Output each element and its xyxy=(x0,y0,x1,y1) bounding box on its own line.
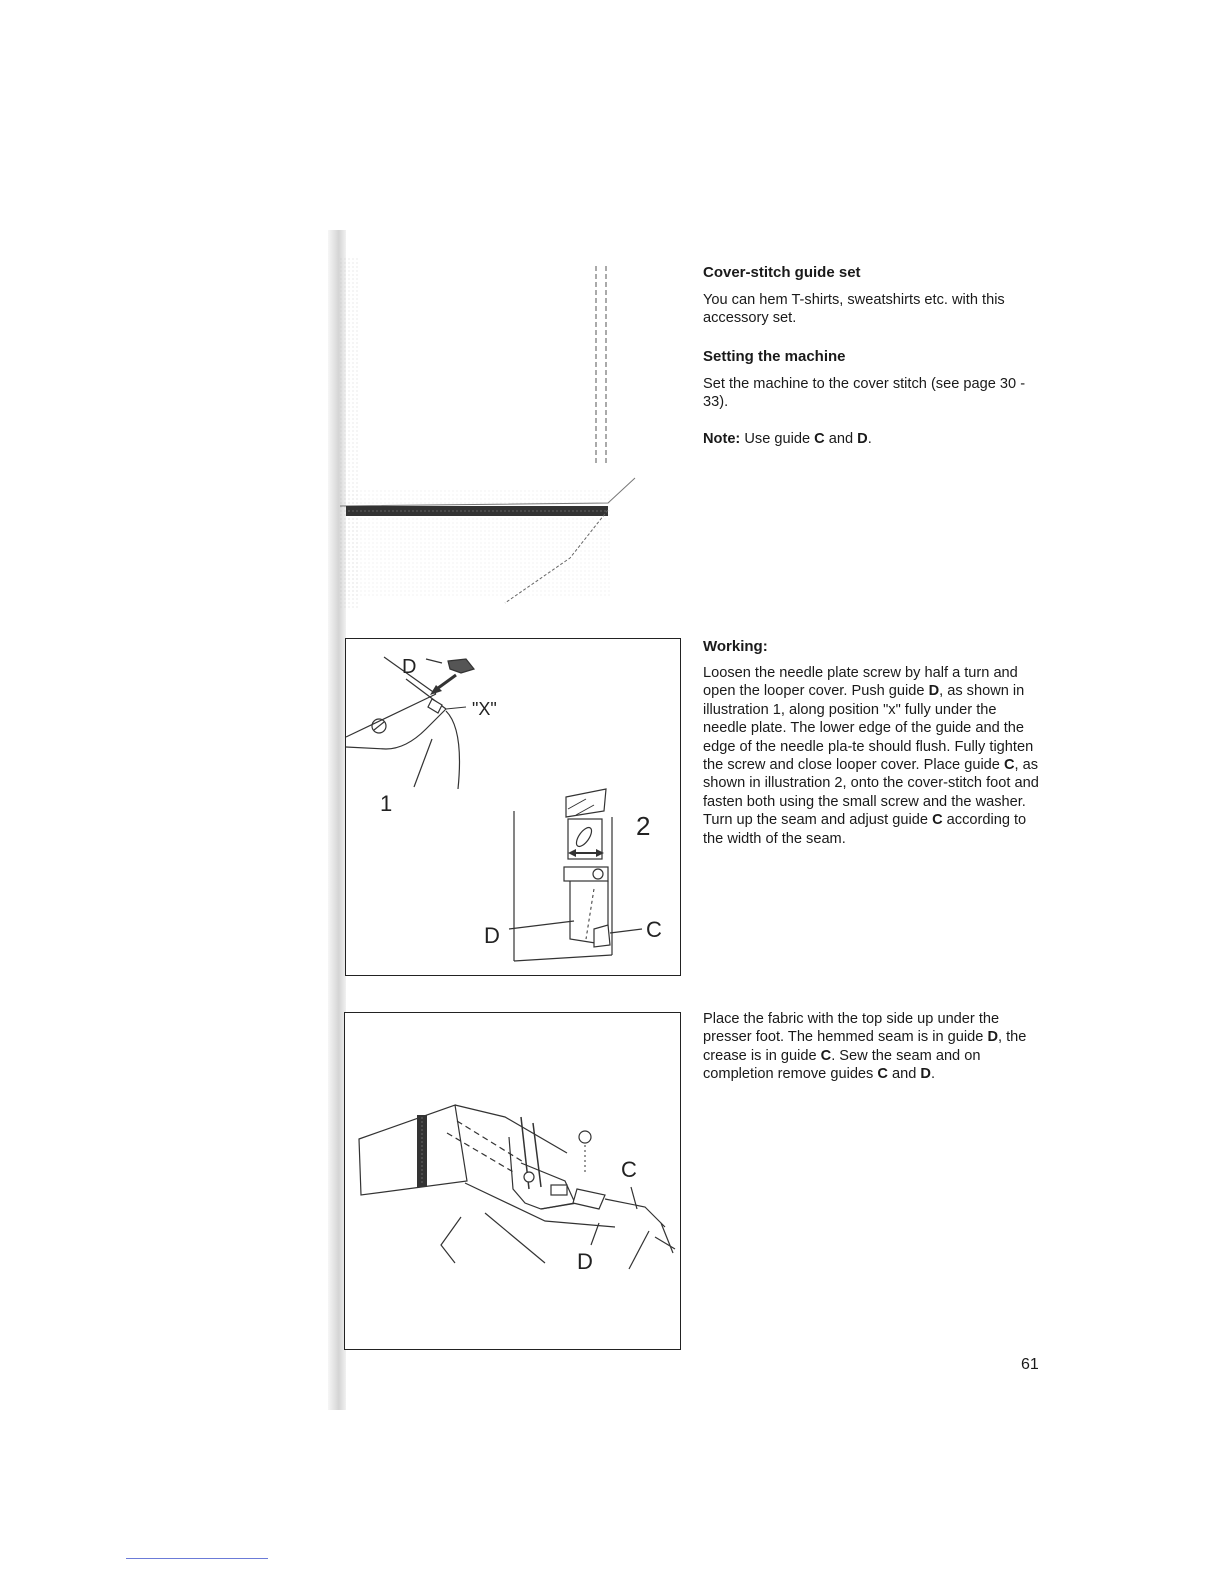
note-text-2: and xyxy=(824,431,858,447)
section-cover-stitch-guide xyxy=(703,264,1043,328)
page-number: 61 xyxy=(1021,1356,1039,1373)
fabric-feeding-figure xyxy=(344,1012,681,1350)
label-d-top: D xyxy=(402,656,417,678)
note-guide-d: D xyxy=(857,431,868,447)
label-d-bottom: D xyxy=(484,923,500,948)
setting-machine-text: Set the machine to the cover stitch (see page 30 - 33). xyxy=(703,376,1026,411)
note-paragraph xyxy=(703,430,1043,448)
section-working xyxy=(703,638,1039,848)
section-setting-machine xyxy=(703,348,1043,412)
note-text-3: . xyxy=(867,431,872,447)
note-guide-c: C xyxy=(814,431,825,447)
note-label: Note: xyxy=(703,431,741,447)
bottom-rule xyxy=(126,1558,268,1559)
note-text-1: Use guide xyxy=(740,431,815,447)
label-illustration-1: 1 xyxy=(380,791,393,816)
label-illustration-2: 2 xyxy=(636,811,651,841)
placing-text: Place the fabric with the top side up under the presser foot. The hemmed seam is in guide D, the crease is in guide C. Sew the seam and on completion remove guides C and D. xyxy=(703,1011,1027,1083)
working-heading: Working: xyxy=(703,638,768,655)
working-text: Loosen the needle plate screw by half a turn and open the looper cover. Push guide D, as shown in illustration 1, along position "x" fully under the needle plate. The lower edge of the guide and the edge of the needle pla-te should flush. Fully tighten the screw and close looper cover. Place guide C, as shown in illustration 2, onto the cover-stitch foot and fasten both using the small screw and the washer. Turn up the seam and adjust guide C according to the width of the seam. xyxy=(703,665,1039,847)
label-c: C xyxy=(646,917,662,942)
cover-stitch-intro: You can hem T-shirts, sweatshirts etc. with this accessory set. xyxy=(703,292,1005,327)
hem-fabric-illustration xyxy=(340,258,640,608)
label-c-guide: C xyxy=(621,1157,637,1182)
section-placing-fabric xyxy=(703,1010,1029,1084)
label-d-guide: D xyxy=(577,1249,593,1274)
guide-installation-figure xyxy=(345,638,681,976)
cover-stitch-heading: Cover-stitch guide set xyxy=(703,264,861,281)
setting-machine-heading: Setting the machine xyxy=(703,348,846,365)
label-x-position: "X" xyxy=(472,699,497,719)
